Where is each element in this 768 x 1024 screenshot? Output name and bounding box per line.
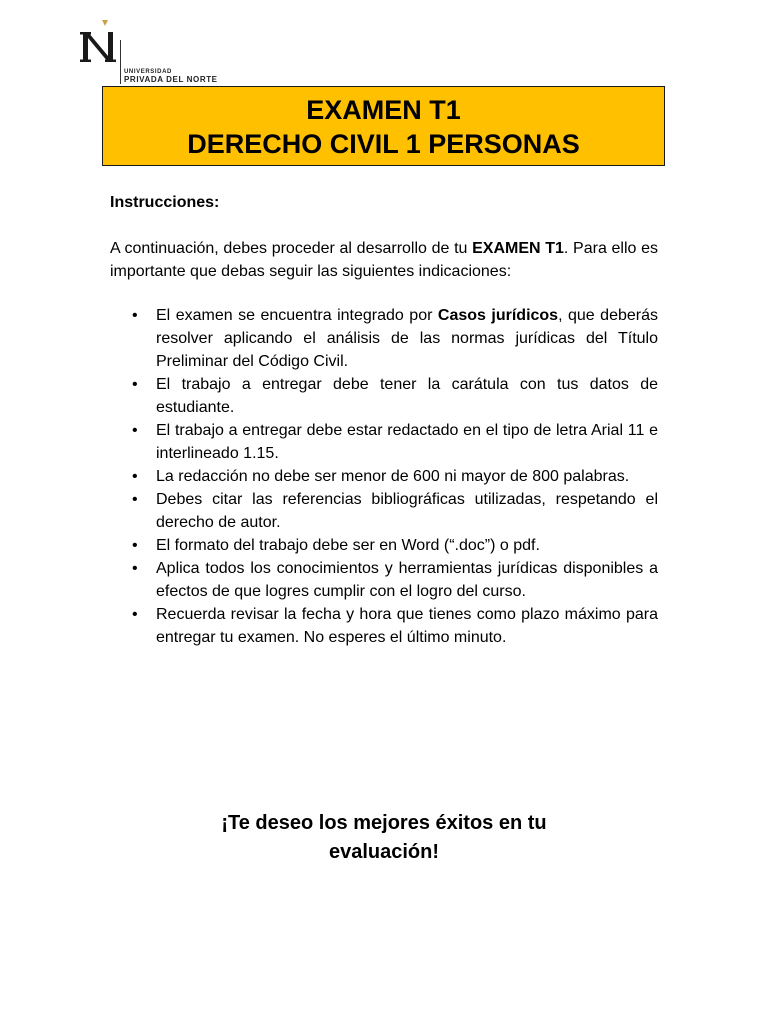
exam-title-line2: DERECHO CIVIL 1 PERSONAS: [187, 129, 580, 159]
closing-line2: evaluación!: [328, 841, 440, 863]
list-item-text: El trabajo a entregar debe estar redactado en el tipo de letra Arial 11 e interlineado 1.15.: [156, 422, 658, 462]
closing-line1: ¡Te deseo los mejores éxitos en tu: [221, 812, 547, 834]
list-item-text-after: , que deberás resolver aplicando el análisis de las normas jurídicas del Título Preliminar del Código Civil.: [156, 307, 659, 370]
list-item: [110, 373, 658, 419]
intro-text-after: . Para ello es importante que debas seguir las siguientes indicaciones:: [110, 240, 659, 280]
list-item-text: El examen se encuentra integrado por: [156, 307, 438, 324]
intro-text-bold: EXAMEN T1: [472, 240, 564, 257]
university-name-line1: universidad: [124, 66, 172, 75]
intro-paragraph: [110, 237, 658, 283]
closing-message: [160, 809, 608, 867]
list-item-text: Debes citar las referencias bibliográficas utilizadas, respetando el derecho de autor.: [156, 491, 658, 531]
list-item: [110, 419, 658, 465]
list-item-text: Aplica todos los conocimientos y herramientas jurídicas disponibles a efectos de que logres cumplir con el logro del curso.: [156, 560, 658, 600]
exam-title-line1: EXAMEN T1: [306, 95, 461, 125]
upn-logo-mark-icon: [80, 18, 116, 68]
list-item-text: El trabajo a entregar debe tener la carátula con tus datos de estudiante.: [156, 376, 658, 416]
list-item: [110, 534, 658, 557]
intro-text-before: A continuación, debes proceder al desarrollo de tu: [110, 240, 473, 257]
logo-divider: [120, 40, 121, 84]
list-item-bold: Casos jurídicos: [437, 307, 559, 324]
university-logo: [80, 18, 250, 84]
list-item: [110, 304, 658, 373]
university-name-line2: PRIVADA DEL NORTE: [124, 75, 218, 84]
list-item: [110, 557, 658, 603]
list-item: [110, 465, 658, 488]
exam-title-box: [102, 86, 665, 166]
list-item: [110, 603, 658, 649]
list-item-text: El formato del trabajo debe ser en Word (“.doc”) o pdf.: [156, 537, 540, 554]
list-item-text: La redacción no debe ser menor de 600 ni mayor de 800 palabras.: [156, 468, 630, 485]
list-item: [110, 488, 658, 534]
university-name: [124, 66, 218, 84]
list-item-text: Recuerda revisar la fecha y hora que tienes como plazo máximo para entregar tu examen. No esperes el último minuto.: [156, 606, 658, 646]
instructions-heading: Instrucciones:: [110, 194, 220, 211]
instructions-list: [110, 304, 658, 649]
